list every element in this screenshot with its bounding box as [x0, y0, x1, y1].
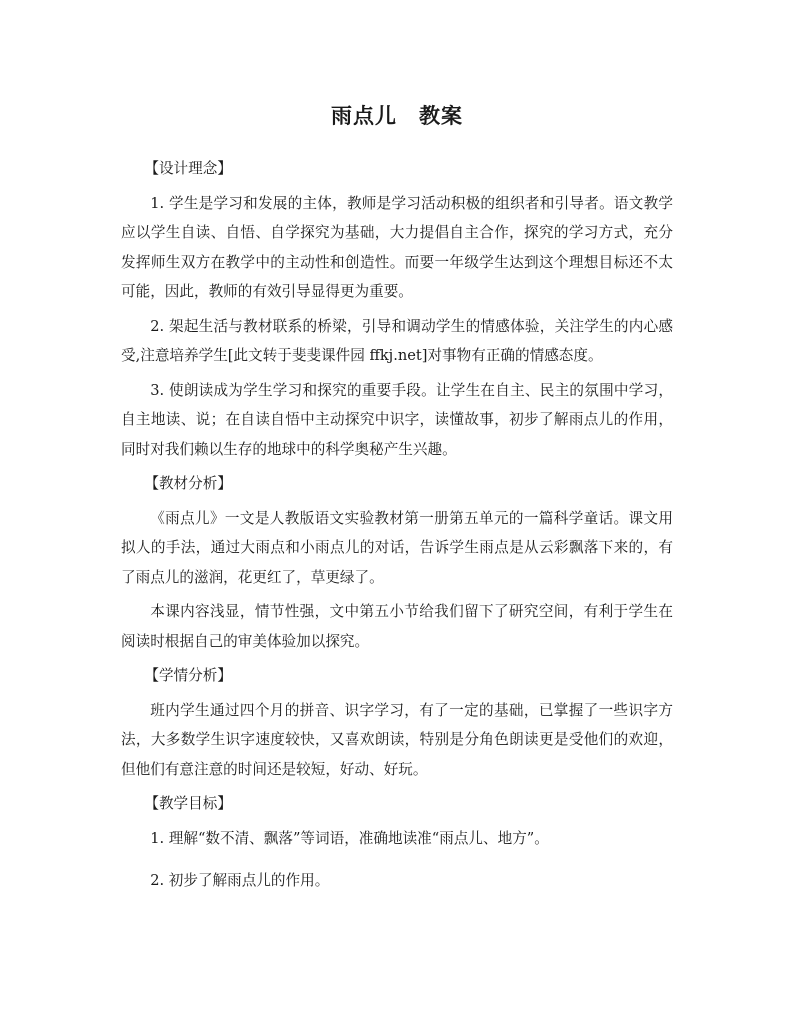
- section-heading-goals: 【教学目标】: [144, 795, 232, 812]
- material-paragraph-2: 本课内容浅显，情节性强，文中第五小节给我们留下了研究空间，有利于学生在阅读时根据自己的审美体验加以探究。: [121, 603, 673, 650]
- section-goals: [121, 789, 673, 896]
- document-title: 雨点儿 教案: [331, 103, 463, 128]
- design-paragraph-2: 2. 架起生活与教材联系的桥梁，引导和调动学生的情感体验，关注学生的内心感受,注意培养学生[此文转于斐斐课件园 ffkj.net]对事物有正确的情感态度。: [121, 317, 673, 364]
- section-material: [121, 469, 673, 656]
- section-heading-students: 【学情分析】: [144, 667, 232, 684]
- section-heading-material: 【教材分析】: [144, 475, 232, 492]
- section-design: [121, 154, 673, 464]
- goal-item-2: 2. 初步了解雨点儿的作用。: [150, 872, 330, 889]
- design-paragraph-1: 1. 学生是学习和发展的主体，教师是学习活动积极的组织者和引导者。语文教学应以学生自读、自悟、自学探究为基础，大力提倡自主合作，探究的学习方式，充分发挥师生双方在教学中的主动性和创造性。而要一年级学生达到这个理想目标还不太可能，因此，教师的有效引导显得更为重要。: [121, 194, 673, 300]
- section-students: [121, 661, 673, 784]
- design-paragraph-3: 3. 使朗读成为学生学习和探究的重要手段。让学生在自主、民主的氛围中学习，自主地读、说；在自读自悟中主动探究中识字，读懂故事，初步了解雨点儿的作用，同时对我们赖以生存的地球中的科学奥秘产生兴趣。: [121, 381, 673, 458]
- goal-item-1: 1. 理解“数不清、飘落”等词语，准确地读准“雨点儿、地方”。: [150, 829, 549, 847]
- students-paragraph-1: 班内学生通过四个月的拼音、识字学习，有了一定的基础，已掌握了一些识字方法，大多数学生识字速度较快，又喜欢朗读，特别是分角色朗读更是受他们的欢迎，但他们有意注意的时间还是较短，好动、好玩。: [121, 701, 673, 778]
- section-heading-design: 【设计理念】: [144, 160, 232, 177]
- material-paragraph-1: 《雨点儿》一文是人教版语文实验教材第一册第五单元的一篇科学童话。课文用拟人的手法，通过大雨点和小雨点儿的对话，告诉学生雨点是从云彩飘落下来的，有了雨点儿的滋润，花更红了，草更绿了。: [121, 509, 673, 586]
